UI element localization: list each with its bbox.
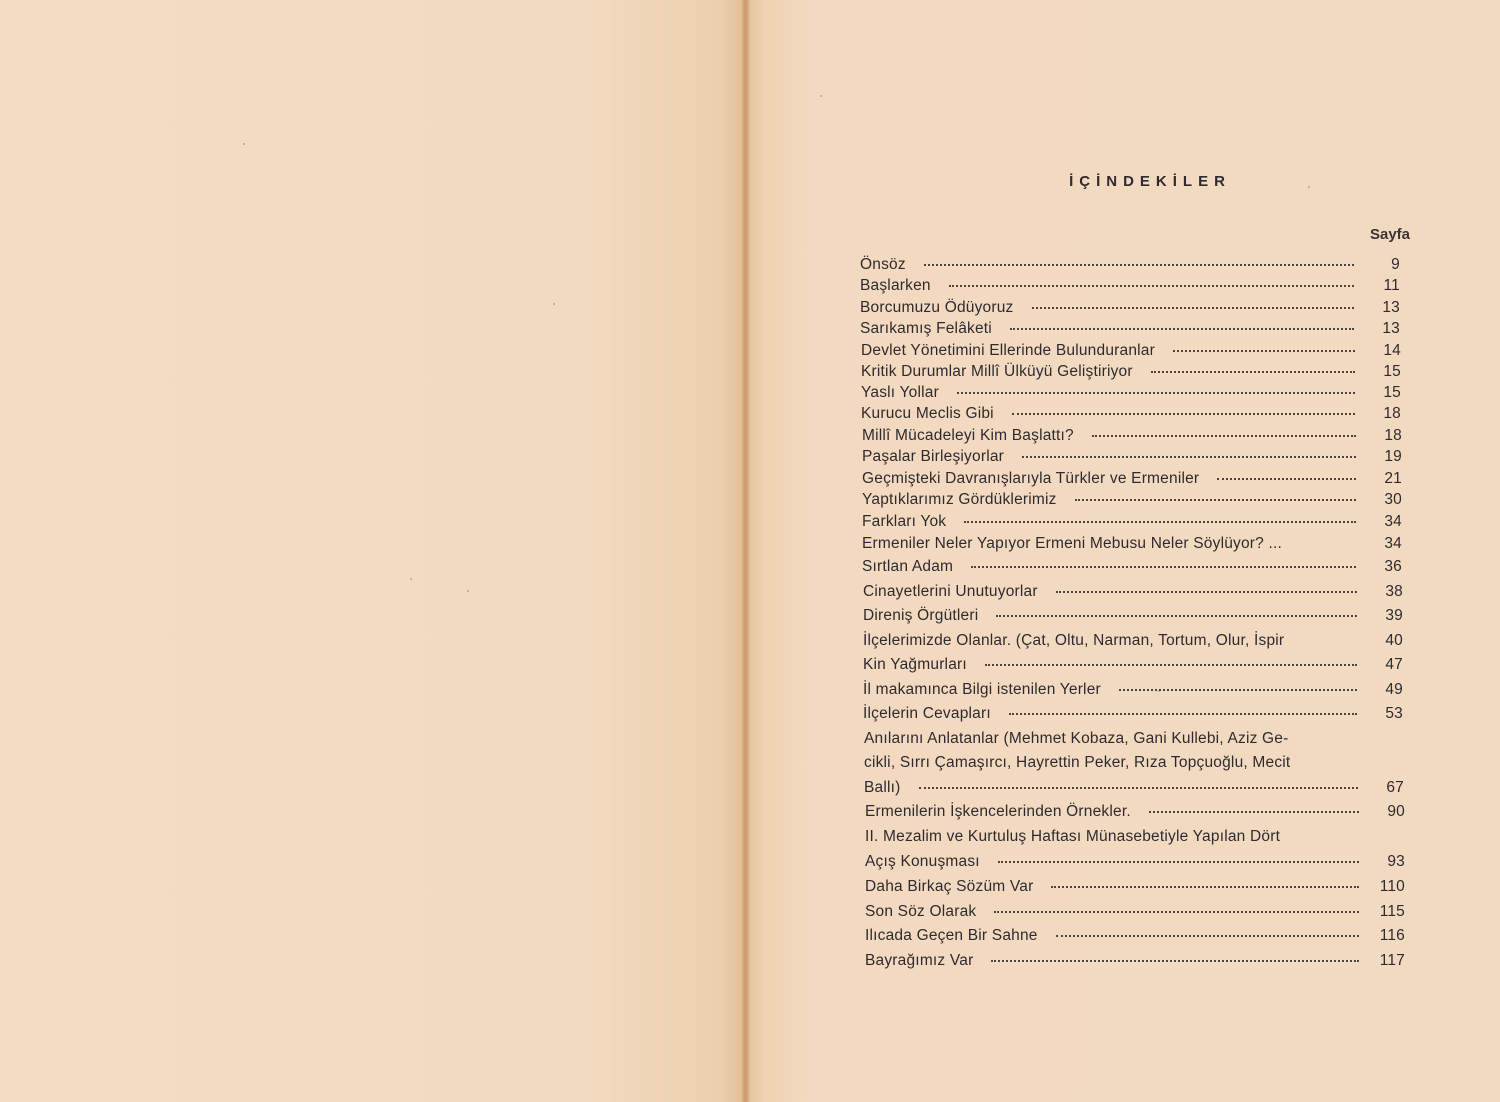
dot-leader bbox=[1092, 434, 1356, 437]
dot-leader bbox=[1149, 810, 1359, 813]
toc-entry-title: Millî Mücadeleyi Kim Başlattı? bbox=[862, 427, 1074, 444]
toc-entry-title: Ermenilerin İşkencelerinden Örnekler. bbox=[865, 803, 1131, 820]
toc-entry bbox=[865, 901, 1405, 923]
toc-entry bbox=[862, 425, 1402, 447]
toc-entry bbox=[860, 254, 1400, 276]
toc-entry-title: İlçelerimizde Olanlar. (Çat, Oltu, Narman, Tortum, Olur, İspir bbox=[863, 632, 1285, 649]
toc-entry bbox=[861, 340, 1401, 362]
dot-leader bbox=[991, 959, 1359, 962]
dot-leader bbox=[1022, 455, 1356, 458]
toc-entry-title: Ballı) bbox=[864, 779, 901, 796]
toc-entry-page: 15 bbox=[1383, 363, 1401, 380]
toc-entry-page: 30 bbox=[1384, 491, 1402, 508]
toc-entry-title: Başlarken bbox=[860, 277, 931, 294]
toc-entry bbox=[865, 925, 1405, 947]
toc-entry-title: Geçmişteki Davranışlarıyla Türkler ve Ermeniler bbox=[862, 470, 1200, 487]
toc-entry-title: Anılarını Anlatanlar (Mehmet Kobaza, Gani Kullebi, Aziz Ge- bbox=[864, 730, 1289, 747]
toc-entry bbox=[860, 297, 1400, 319]
toc-entry-page: 117 bbox=[1379, 952, 1405, 969]
dot-leader bbox=[1173, 349, 1355, 352]
dot-leader bbox=[1012, 412, 1355, 415]
book-gutter bbox=[742, 0, 750, 1102]
dot-leader bbox=[924, 263, 1354, 266]
toc-entry-title: Daha Birkaç Sözüm Var bbox=[865, 878, 1034, 895]
toc-entry-title: Bayrağımız Var bbox=[865, 952, 974, 969]
toc-entry-title: Sırtlan Adam bbox=[862, 558, 954, 575]
toc-entry-page: 11 bbox=[1383, 277, 1400, 294]
toc-entry-title: İl makamınca Bilgi istenilen Yerler bbox=[863, 681, 1101, 698]
toc-entry-title: Önsöz bbox=[860, 256, 906, 273]
toc-entry-page: 34 bbox=[1384, 535, 1402, 552]
toc-entry-title: Yaslı Yollar bbox=[861, 384, 939, 401]
toc-entry bbox=[860, 318, 1400, 340]
toc-entry bbox=[865, 876, 1405, 898]
paper-speck bbox=[243, 143, 245, 145]
dot-leader bbox=[1217, 477, 1356, 480]
dot-leader bbox=[1010, 327, 1354, 330]
toc-entry-page: 9 bbox=[1391, 256, 1400, 273]
paper-speck bbox=[820, 95, 822, 97]
dot-leader bbox=[994, 910, 1359, 913]
toc-entry bbox=[865, 801, 1405, 823]
toc-entry-page: 34 bbox=[1384, 513, 1402, 530]
toc-entry bbox=[863, 654, 1403, 676]
toc-entry bbox=[864, 777, 1404, 799]
toc-entry-title: Paşalar Birleşiyorlar bbox=[862, 448, 1005, 465]
toc-entry-page: 38 bbox=[1385, 583, 1403, 600]
toc-entry bbox=[864, 728, 1404, 750]
toc-entry-title: Yaptıklarımız Gördüklerimiz bbox=[862, 491, 1057, 508]
dot-leader bbox=[1009, 712, 1357, 715]
dot-leader bbox=[1056, 590, 1357, 593]
toc-entry-page: 40 bbox=[1385, 632, 1403, 649]
dot-leader bbox=[998, 860, 1359, 863]
toc-entry-page: 15 bbox=[1383, 384, 1401, 401]
toc-entry-title: Açış Konuşması bbox=[865, 853, 980, 870]
toc-entry-page: 39 bbox=[1385, 607, 1403, 624]
toc-entry bbox=[862, 533, 1402, 555]
toc-entry bbox=[863, 605, 1403, 627]
toc-entry-page: 18 bbox=[1383, 405, 1401, 422]
toc-entry bbox=[861, 382, 1401, 404]
toc-entry-title: Sarıkamış Felâketi bbox=[860, 320, 992, 337]
left-page-blank bbox=[0, 0, 742, 1102]
page-column-header: Sayfa bbox=[1369, 226, 1410, 243]
dot-leader bbox=[949, 284, 1354, 287]
toc-entry-page: 116 bbox=[1379, 927, 1405, 944]
paper-speck bbox=[410, 578, 412, 580]
toc-entry bbox=[865, 950, 1405, 972]
toc-entry-title: II. Mezalim ve Kurtuluş Haftası Münasebetiyle Yapılan Dört bbox=[865, 828, 1281, 845]
toc-entry-page: 53 bbox=[1385, 705, 1403, 722]
toc-entry-page: 115 bbox=[1379, 903, 1405, 920]
toc-entry-title: Kin Yağmurları bbox=[863, 656, 967, 673]
toc-entry-page: 110 bbox=[1379, 878, 1405, 895]
dot-leader bbox=[1151, 370, 1355, 373]
toc-entry-page: 36 bbox=[1384, 558, 1402, 575]
dot-leader bbox=[996, 614, 1357, 617]
toc-entry bbox=[863, 679, 1403, 701]
dot-leader bbox=[1056, 934, 1359, 937]
toc-entry-page: 47 bbox=[1385, 656, 1403, 673]
paper-speck bbox=[1308, 186, 1310, 188]
toc-entry-title: Kurucu Meclis Gibi bbox=[861, 405, 994, 422]
toc-entry-page: 21 bbox=[1384, 470, 1402, 487]
toc-entry bbox=[863, 630, 1403, 652]
dot-leader bbox=[1032, 306, 1355, 309]
toc-entry-page: 13 bbox=[1382, 320, 1400, 337]
dot-leader bbox=[957, 391, 1355, 394]
toc-entry bbox=[862, 556, 1402, 578]
toc-entry-page: 19 bbox=[1384, 448, 1402, 465]
paper-speck bbox=[467, 590, 469, 592]
toc-entry-page: 18 bbox=[1384, 427, 1402, 444]
toc-entry-page: 67 bbox=[1386, 779, 1404, 796]
dot-leader bbox=[971, 565, 1356, 568]
toc-entry bbox=[864, 752, 1404, 774]
toc-entry-title: Devlet Yönetimini Ellerinde Bulunduranlar bbox=[861, 342, 1155, 359]
toc-entry-page: 49 bbox=[1385, 681, 1403, 698]
toc-entry bbox=[863, 581, 1403, 603]
toc-entry bbox=[862, 511, 1402, 533]
toc-entry-title: Son Söz Olarak bbox=[865, 903, 977, 920]
dot-leader bbox=[985, 663, 1357, 666]
toc-entry-title: Borcumuzu Ödüyoruz bbox=[860, 299, 1014, 316]
dot-leader bbox=[919, 786, 1358, 789]
toc-entry bbox=[861, 403, 1401, 425]
toc-entry bbox=[862, 468, 1402, 490]
toc-entry-page: 14 bbox=[1383, 342, 1401, 359]
toc-entry bbox=[862, 446, 1402, 468]
toc-entry-title: İlçelerin Cevapları bbox=[863, 705, 991, 722]
toc-entry-title: cikli, Sırrı Çamaşırcı, Hayrettin Peker, Rıza Topçuoğlu, Mecit bbox=[864, 754, 1291, 771]
toc-entry bbox=[862, 489, 1402, 511]
toc-entry-title: Ilıcada Geçen Bir Sahne bbox=[865, 927, 1038, 944]
toc-entry-page: 93 bbox=[1387, 853, 1405, 870]
toc-entry bbox=[860, 275, 1400, 297]
dot-leader bbox=[964, 520, 1356, 523]
toc-entry bbox=[865, 826, 1405, 848]
toc-entry-title: Direniş Örgütleri bbox=[863, 607, 979, 624]
toc-entry bbox=[865, 851, 1405, 873]
toc-entry-page: 13 bbox=[1382, 299, 1400, 316]
toc-entry-title: Ermeniler Neler Yapıyor Ermeni Mebusu Neler Söylüyor? ... bbox=[862, 535, 1283, 552]
toc-entry-title: Farkları Yok bbox=[862, 513, 947, 530]
paper-speck bbox=[553, 303, 555, 305]
dot-leader bbox=[1051, 885, 1359, 888]
toc-entry-title: Cinayetlerini Unutuyorlar bbox=[863, 583, 1038, 600]
toc-entry bbox=[861, 361, 1401, 383]
page-title: İÇİNDEKİLER bbox=[1069, 173, 1231, 190]
dot-leader bbox=[1075, 498, 1356, 501]
toc-entry bbox=[863, 703, 1403, 725]
dot-leader bbox=[1119, 688, 1357, 691]
toc-entry-title: Kritik Durumlar Millî Ülküyü Geliştiriyor bbox=[861, 363, 1133, 380]
toc-entry-page: 90 bbox=[1387, 803, 1405, 820]
